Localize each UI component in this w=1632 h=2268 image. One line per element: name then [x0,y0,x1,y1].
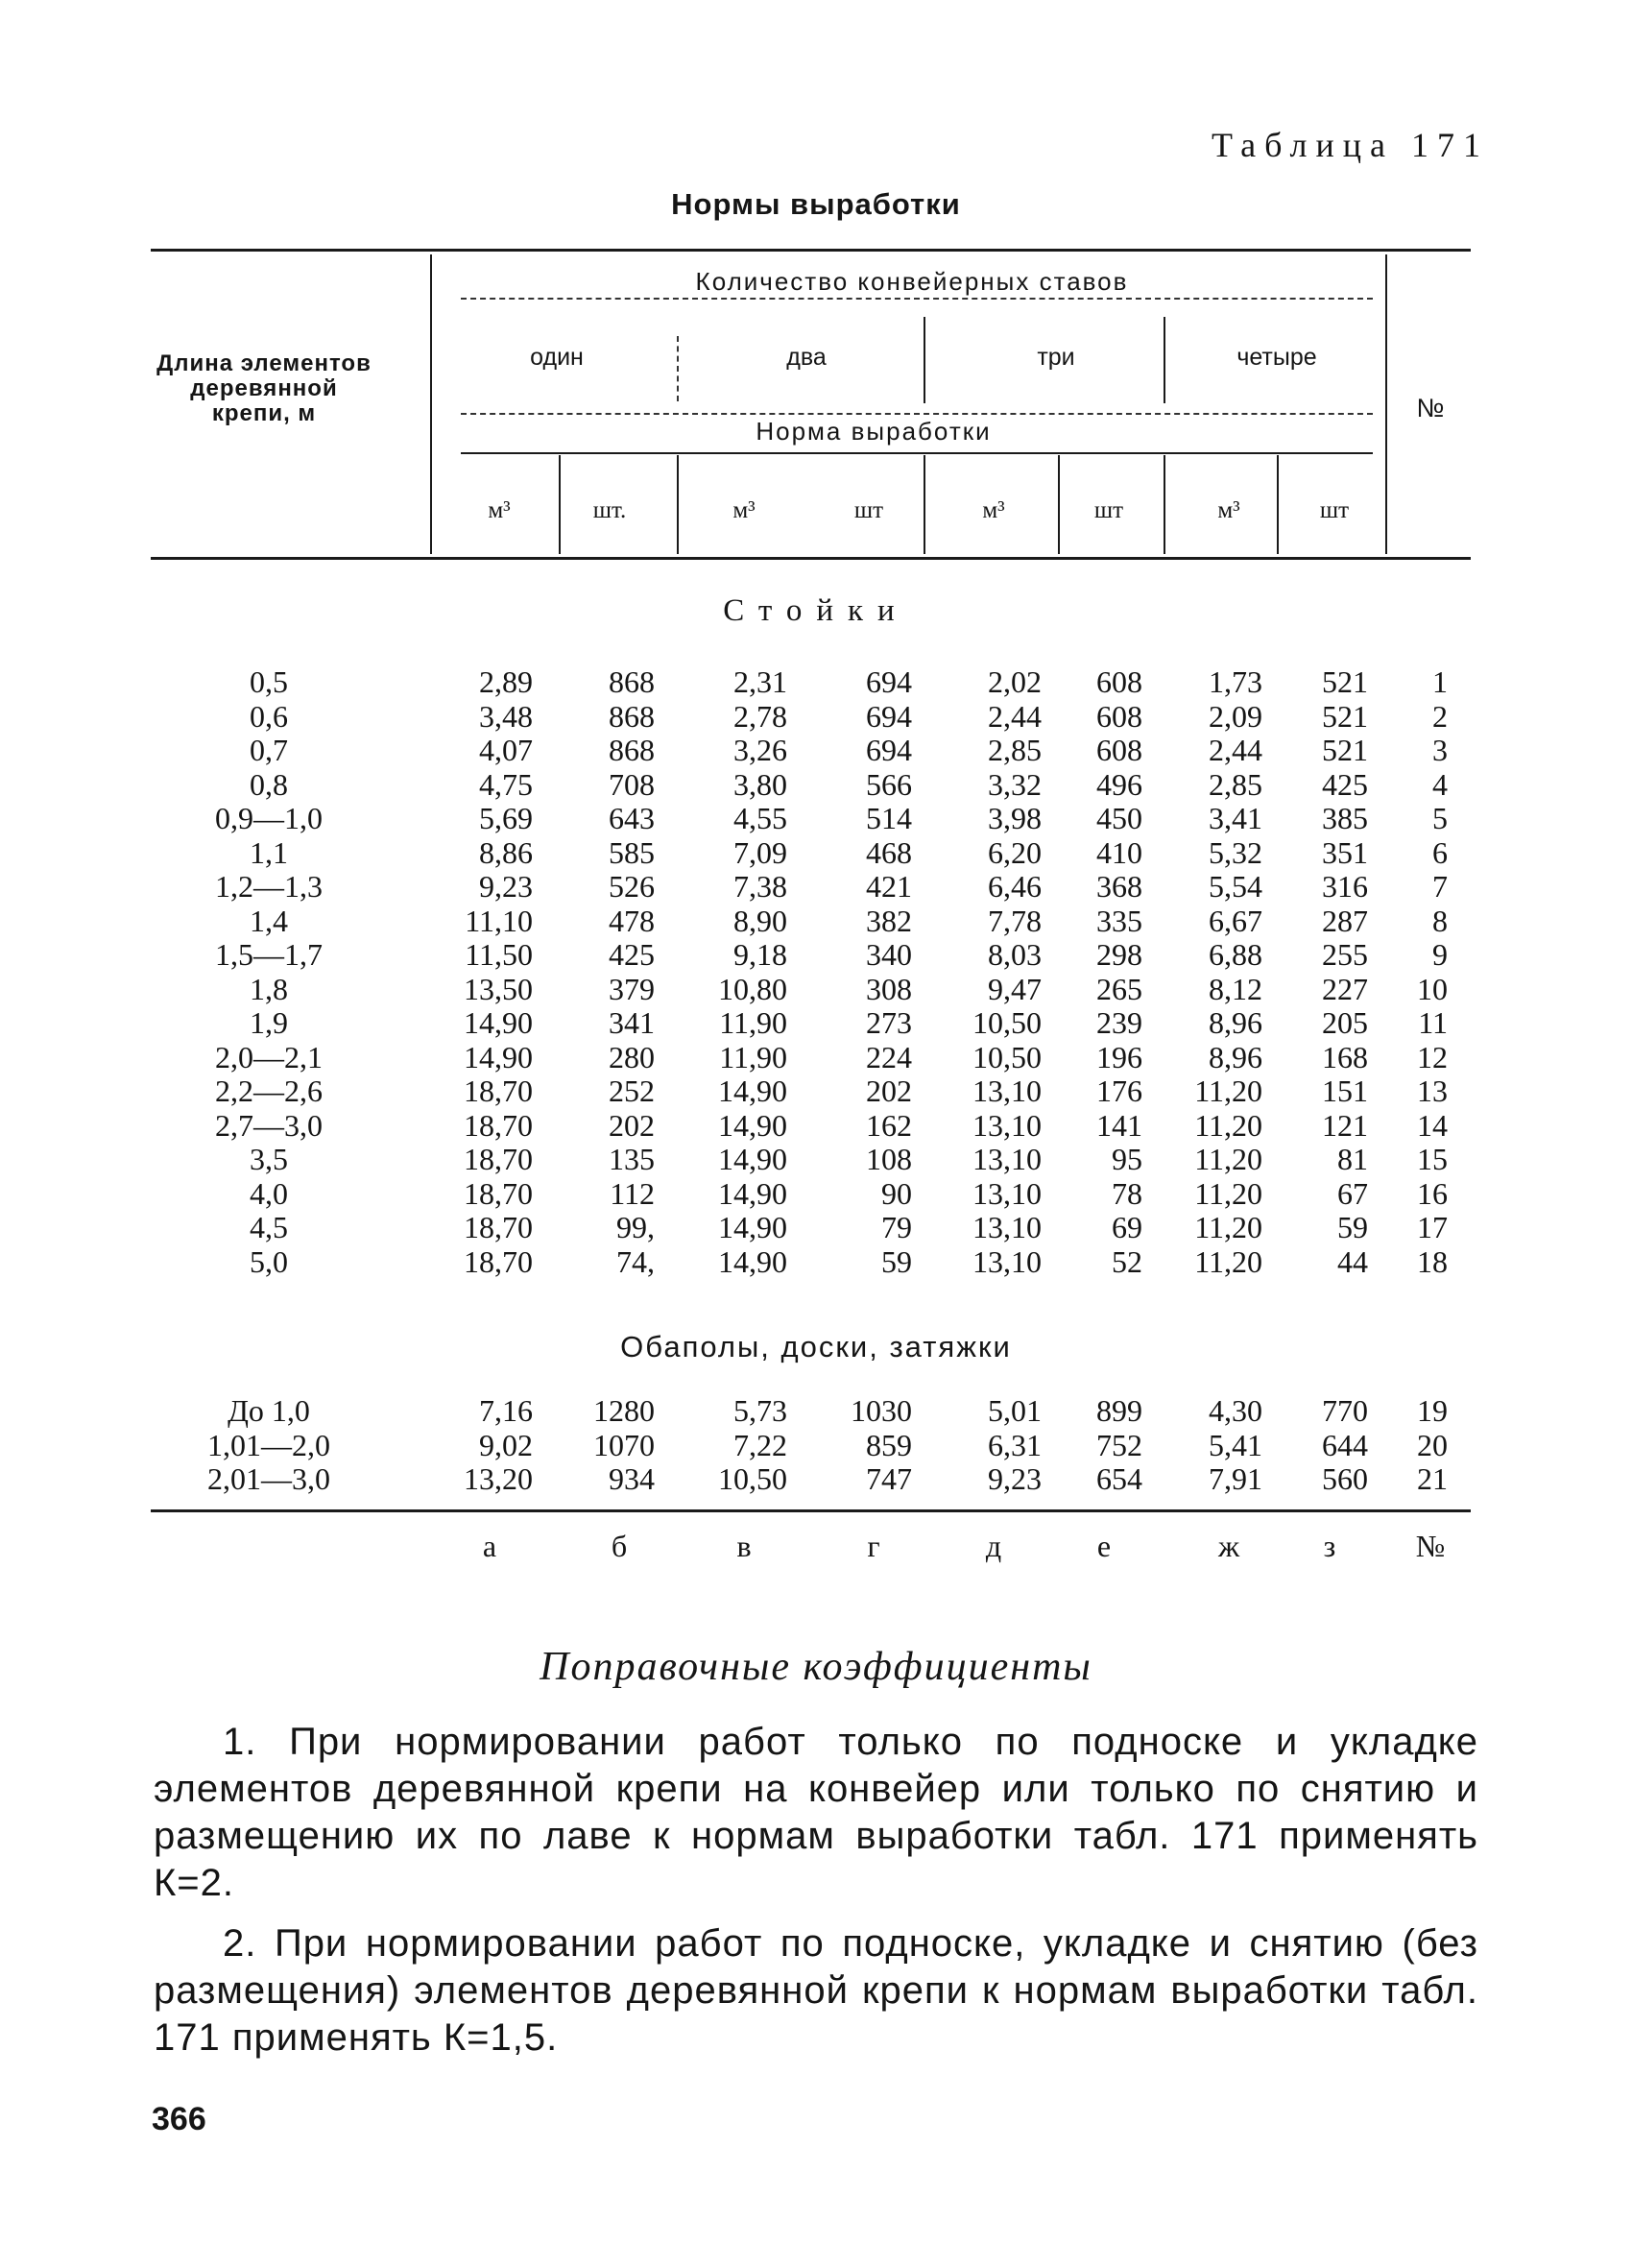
header-group-three: три [1037,344,1075,371]
value-cell: 8,03 [988,937,1042,972]
table-label: Таблица 171 [1212,126,1489,164]
page-number: 366 [152,2101,206,2137]
value-cell: 10,50 [972,1005,1042,1040]
value-cell: 13,10 [972,1074,1042,1108]
value-cell: 11,20 [1194,1210,1262,1244]
unit-m3-3: м³ [982,497,1005,523]
value-cell: 425 [609,937,655,972]
value-cell: 202 [866,1074,912,1108]
value-cell: 2,31 [733,664,787,699]
value-cell: 644 [1322,1427,1368,1462]
value-cell: 421 [866,869,912,904]
value-cell: 308 [866,971,912,1006]
table-row [0,1074,1632,1108]
value-cell: 6,20 [988,834,1042,870]
value-cell: 385 [1322,801,1368,835]
value-cell: 3,32 [988,766,1042,802]
value-cell: 13,10 [972,1210,1042,1244]
row-number-cell: 14 [1417,1107,1448,1143]
unit-divider-4 [1058,455,1060,554]
value-cell: 265 [1096,971,1142,1006]
length-cell: 2,01—3,0 [207,1461,330,1496]
column-letter: е [1096,1529,1112,1563]
value-cell: 8,12 [1209,971,1262,1006]
table-row [0,973,1632,1006]
header-right-divider [1385,254,1387,554]
value-cell: 351 [1322,834,1368,870]
value-cell: 3,41 [1209,801,1262,835]
value-cell: 141 [1096,1107,1142,1143]
length-cell: 2,0—2,1 [215,1039,323,1074]
value-cell: 11,10 [465,903,533,938]
value-cell: 13,50 [464,971,533,1006]
value-cell: 11,90 [719,1005,787,1040]
coefficient-item-2-text: 2. При нормировании работ по подноске, укладке и снятию (без размещения) элементов деревянной крепи к нормам выработки табл. 171 применять К=1,5. [154,1922,1478,2059]
value-cell: 526 [609,869,655,904]
value-cell: 521 [1322,664,1368,699]
value-cell: 2,78 [733,698,787,734]
value-cell: 168 [1322,1039,1368,1074]
header-conveyor-count: Количество конвейерных ставов [695,267,1129,296]
value-cell: 11,20 [1194,1142,1262,1176]
value-cell: 59 [1337,1210,1368,1244]
value-cell: 151 [1322,1074,1368,1108]
value-cell: 450 [1096,801,1142,835]
value-cell: 316 [1322,869,1368,904]
header-dashed-rule-1 [461,298,1373,300]
value-cell: 162 [866,1107,912,1143]
column-letter: ж [1217,1529,1240,1563]
length-cell: 2,7—3,0 [215,1107,323,1143]
row-number-cell: 3 [1432,733,1448,767]
unit-divider-5 [1164,455,1165,554]
unit-m3-4: м³ [1217,497,1240,523]
value-cell: 59 [881,1243,912,1279]
row-number-cell: 7 [1432,869,1448,904]
header-length-column: Длина элементов деревянной крепи, м [156,350,372,426]
value-cell: 14,90 [718,1175,787,1211]
row-number-cell: 20 [1417,1427,1448,1462]
header-bottom-rule [151,557,1471,560]
value-cell: 298 [1096,937,1142,972]
header-units-rule [461,452,1373,454]
row-number-cell: 6 [1432,834,1448,870]
row-number-cell: 15 [1417,1142,1448,1176]
value-cell: 8,86 [479,834,533,870]
length-cell: 0,5 [250,664,288,699]
value-cell: 335 [1096,903,1142,938]
value-cell: 9,23 [988,1461,1042,1496]
value-cell: 7,78 [988,903,1042,938]
value-cell: 585 [609,834,655,870]
unit-pcs-2: шт [853,497,884,523]
value-cell: 1030 [851,1393,912,1428]
value-cell: 514 [866,801,912,835]
value-cell: 8,90 [733,903,787,938]
row-number-cell: 12 [1417,1039,1448,1074]
row-number-cell: 4 [1432,766,1448,802]
value-cell: 11,50 [465,937,533,972]
value-cell: 1,73 [1209,664,1262,699]
value-cell: 382 [866,903,912,938]
value-cell: 521 [1322,698,1368,734]
value-cell: 18,70 [464,1142,533,1176]
value-cell: 560 [1322,1461,1368,1496]
table-row [0,1109,1632,1143]
table-row [0,1006,1632,1040]
value-cell: 608 [1096,664,1142,699]
value-cell: 425 [1322,766,1368,802]
table-row [0,802,1632,835]
value-cell: 255 [1322,937,1368,972]
unit-pcs-4: шт [1319,497,1350,523]
value-cell: 14,90 [718,1074,787,1108]
value-cell: 2,09 [1209,698,1262,734]
value-cell: 3,48 [479,698,533,734]
value-cell: 747 [866,1461,912,1496]
value-cell: 14,90 [718,1107,787,1143]
column-letter: а [482,1529,497,1563]
value-cell: 8,96 [1209,1039,1262,1074]
table-row [0,1211,1632,1244]
header-group-four: четыре [1236,344,1317,371]
coefficient-item-1 [154,1719,1478,1907]
value-cell: 11,20 [1194,1243,1262,1279]
column-letter: д [985,1529,1002,1563]
value-cell: 14,90 [464,1039,533,1074]
row-number-cell: 11 [1418,1005,1448,1040]
group-divider-1 [677,336,679,401]
value-cell: 176 [1096,1074,1142,1108]
value-cell: 468 [866,834,912,870]
table-row [0,665,1632,699]
value-cell: 859 [866,1427,912,1462]
value-cell: 7,91 [1209,1461,1262,1496]
unit-divider-2 [677,455,679,554]
value-cell: 694 [866,698,912,734]
value-cell: 899 [1096,1393,1142,1428]
row-number-cell: 5 [1432,801,1448,835]
value-cell: 18,70 [464,1074,533,1108]
table-row [0,768,1632,802]
table-bottom-rule [151,1509,1471,1512]
value-cell: 5,01 [988,1393,1042,1428]
value-cell: 79 [881,1210,912,1244]
value-cell: 18,70 [464,1210,533,1244]
table-row [0,734,1632,767]
value-cell: 18,70 [464,1175,533,1211]
value-cell: 2,85 [988,733,1042,767]
value-cell: 10,50 [972,1039,1042,1074]
value-cell: 18,70 [464,1243,533,1279]
length-cell: 5,0 [250,1243,288,1279]
value-cell: 643 [609,801,655,835]
row-number-cell: 18 [1417,1243,1448,1279]
value-cell: 112 [610,1175,655,1211]
table-row [0,1429,1632,1462]
length-cell: 1,1 [250,834,288,870]
table-row [0,938,1632,972]
table-row [0,836,1632,870]
value-cell: 11,20 [1194,1175,1262,1211]
value-cell: 340 [866,937,912,972]
value-cell: 52 [1112,1243,1142,1279]
value-cell: 2,02 [988,664,1042,699]
table-row [0,1177,1632,1211]
coefficient-item-2 [154,1920,1478,2062]
length-cell: 0,8 [250,766,288,802]
value-cell: 3,98 [988,801,1042,835]
header-number-column: № [1416,394,1445,422]
value-cell: 78 [1112,1175,1142,1211]
unit-divider-6 [1277,455,1279,554]
row-number-cell: 10 [1417,971,1448,1006]
row-number-cell: 8 [1432,903,1448,938]
column-letter: б [611,1529,628,1563]
value-cell: 13,20 [464,1461,533,1496]
value-cell: 3,80 [733,766,787,802]
table-top-rule [151,249,1471,252]
value-cell: 224 [866,1039,912,1074]
value-cell: 7,22 [733,1427,787,1462]
value-cell: 13,10 [972,1175,1042,1211]
value-cell: 9,02 [479,1427,533,1462]
value-cell: 7,16 [479,1393,533,1428]
value-cell: 2,85 [1209,766,1262,802]
row-number-cell: 2 [1432,698,1448,734]
value-cell: 10,80 [718,971,787,1006]
value-cell: 5,54 [1209,869,1262,904]
value-cell: 11,20 [1194,1107,1262,1143]
table-row [0,1394,1632,1428]
row-number-cell: 19 [1417,1393,1448,1428]
value-cell: 2,44 [1209,733,1262,767]
value-cell: 7,38 [733,869,787,904]
value-cell: 227 [1322,971,1368,1006]
value-cell: 496 [1096,766,1142,802]
value-cell: 252 [609,1074,655,1108]
value-cell: 10,50 [718,1461,787,1496]
header-group-one: один [530,344,584,371]
unit-pcs-1: шт. [592,497,627,523]
value-cell: 69 [1112,1210,1142,1244]
value-cell: 4,07 [479,733,533,767]
value-cell: 934 [609,1461,655,1496]
value-cell: 868 [609,664,655,699]
unit-m3-2: м³ [732,497,756,523]
value-cell: 1070 [593,1427,655,1462]
unit-m3-1: м³ [488,497,511,523]
value-cell: 521 [1322,733,1368,767]
value-cell: 4,30 [1209,1393,1262,1428]
value-cell: 752 [1096,1427,1142,1462]
length-cell: 1,5—1,7 [215,937,323,972]
row-number-cell: 21 [1417,1461,1448,1496]
table-row [0,1143,1632,1176]
length-cell: 1,9 [250,1005,288,1040]
table-row [0,905,1632,938]
value-cell: 5,69 [479,801,533,835]
length-cell: 1,4 [250,903,288,938]
value-cell: 478 [609,903,655,938]
column-letter: г [867,1529,880,1563]
value-cell: 868 [609,698,655,734]
value-cell: 5,73 [733,1393,787,1428]
value-cell: 67 [1337,1175,1368,1211]
column-letter: в [736,1529,752,1563]
length-cell: 4,5 [250,1210,288,1244]
group-divider-3 [1164,317,1165,403]
value-cell: 13,10 [972,1243,1042,1279]
table-title: Нормы выработки [671,187,961,221]
table-row [0,1041,1632,1074]
value-cell: 108 [866,1142,912,1176]
value-cell: 5,41 [1209,1427,1262,1462]
value-cell: 341 [609,1005,655,1040]
value-cell: 4,75 [479,766,533,802]
value-cell: 770 [1322,1393,1368,1428]
table-row [0,700,1632,734]
table-row [0,870,1632,904]
value-cell: 608 [1096,698,1142,734]
value-cell: 6,46 [988,869,1042,904]
value-cell: 3,26 [733,733,787,767]
section-title-stoyki: Стойки [723,593,909,628]
value-cell: 95 [1112,1142,1142,1176]
value-cell: 11,20 [1194,1074,1262,1108]
unit-pcs-3: шт [1093,497,1124,523]
value-cell: 14,90 [718,1210,787,1244]
value-cell: 8,96 [1209,1005,1262,1040]
value-cell: 90 [881,1175,912,1211]
length-cell: 0,7 [250,733,288,767]
value-cell: 13,10 [972,1142,1042,1176]
value-cell: 694 [866,664,912,699]
value-cell: 11,90 [719,1039,787,1074]
coefficients-heading: Поправочные коэффициенты [540,1645,1092,1689]
value-cell: 5,32 [1209,834,1262,870]
value-cell: 44 [1337,1243,1368,1279]
value-cell: 654 [1096,1461,1142,1496]
unit-divider-1 [559,455,561,554]
value-cell: 6,88 [1209,937,1262,972]
length-cell: 2,2—2,6 [215,1074,323,1108]
value-cell: 2,44 [988,698,1042,734]
length-cell: 0,9—1,0 [215,801,323,835]
value-cell: 6,67 [1209,903,1262,938]
value-cell: 287 [1322,903,1368,938]
row-number-cell: 16 [1417,1175,1448,1211]
value-cell: 379 [609,971,655,1006]
column-letters-row [0,1527,1632,1565]
value-cell: 2,89 [479,664,533,699]
section-title-obapoly: Обаполы, доски, затяжки [620,1330,1012,1363]
header-norm: Норма выработки [756,417,992,446]
row-number-cell: 9 [1432,937,1448,972]
length-cell: 3,5 [250,1142,288,1176]
length-cell: До 1,0 [228,1393,310,1428]
value-cell: 196 [1096,1039,1142,1074]
row-number-cell: 17 [1417,1210,1448,1244]
value-cell: 99, [616,1210,655,1244]
value-cell: 202 [609,1107,655,1143]
length-cell: 1,01—2,0 [207,1427,330,1462]
value-cell: 9,47 [988,971,1042,1006]
value-cell: 694 [866,733,912,767]
value-cell: 368 [1096,869,1142,904]
value-cell: 1280 [593,1393,655,1428]
value-cell: 868 [609,733,655,767]
column-letter: з [1323,1529,1336,1563]
length-cell: 4,0 [250,1175,288,1211]
value-cell: 273 [866,1005,912,1040]
value-cell: 14,90 [718,1243,787,1279]
value-cell: 9,18 [733,937,787,972]
length-cell: 0,6 [250,698,288,734]
value-cell: 81 [1337,1142,1368,1176]
value-cell: 7,09 [733,834,787,870]
value-cell: 566 [866,766,912,802]
value-cell: 280 [609,1039,655,1074]
length-cell: 1,2—1,3 [215,869,323,904]
value-cell: 14,90 [464,1005,533,1040]
header-left-divider [430,254,432,554]
value-cell: 135 [609,1142,655,1176]
value-cell: 14,90 [718,1142,787,1176]
header-dashed-rule-2 [461,413,1373,415]
value-cell: 6,31 [988,1427,1042,1462]
table-row [0,1245,1632,1279]
value-cell: 74, [616,1243,655,1279]
value-cell: 13,10 [972,1107,1042,1143]
value-cell: 9,23 [479,869,533,904]
header-group-two: два [786,344,827,371]
length-cell: 1,8 [250,971,288,1006]
value-cell: 18,70 [464,1107,533,1143]
table-row [0,1462,1632,1496]
value-cell: 239 [1096,1005,1142,1040]
row-number-cell: 1 [1432,664,1448,699]
row-number-cell: 13 [1417,1074,1448,1108]
value-cell: 708 [609,766,655,802]
unit-divider-3 [924,455,925,554]
value-cell: 4,55 [733,801,787,835]
value-cell: 608 [1096,733,1142,767]
value-cell: 121 [1322,1107,1368,1143]
group-divider-2 [924,317,925,403]
coefficient-item-1-text: 1. При нормировании работ только по подноске и укладке элементов деревянной крепи на конвейер или только по снятию и размещению их по лаве к нормам выработки табл. 171 применять К=2. [154,1721,1478,1904]
value-cell: 205 [1322,1005,1368,1040]
column-letter: № [1415,1529,1446,1563]
value-cell: 410 [1096,834,1142,870]
